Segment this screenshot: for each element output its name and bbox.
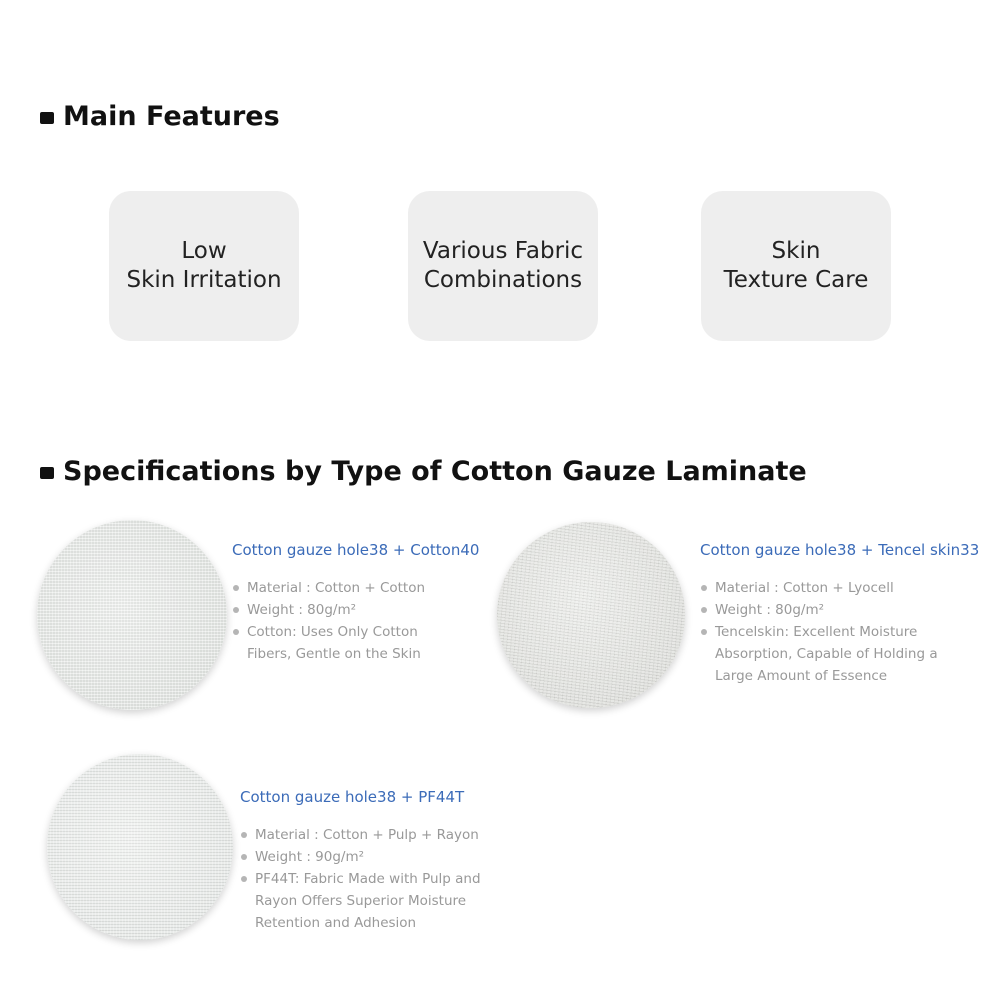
square-bullet-icon [40,112,54,124]
feature-card-skin-texture-care [701,191,891,341]
fabric-weave-texture [47,754,233,940]
spec-text: Weight : 80g/m² [715,602,825,618]
spec-item-material [240,824,481,846]
spec-text: Material : Cotton + Lyocell [715,580,894,596]
spec-name: Cotton gauze hole38 + Cotton40 [232,541,480,559]
spec-text: Cotton: Uses Only Cotton [247,624,418,640]
spec-item-note [232,621,479,665]
spec-text: Absorption, Capable of Holding a [715,646,938,662]
specifications-title: Specifications by Type of Cotton Gauze Laminate [63,456,807,487]
square-bullet-icon [40,467,54,479]
spec-text: Rayon Offers Superior Moisture [255,893,467,909]
spec-text: Weight : 80g/m² [247,602,357,618]
spec-text: Material : Cotton + Cotton [247,580,426,596]
spec-name: Cotton gauze hole38 + PF44T [240,788,465,806]
fabric-swatch-tencel-skin33 [497,522,685,708]
spec-list [240,824,481,934]
spec-text: Tencelskin: Excellent Moisture [715,624,918,640]
feature-card-line: Combinations [423,267,583,293]
spec-item-weight [232,599,479,621]
spec-list [232,577,479,665]
spec-text: Large Amount of Essence [715,668,888,684]
feature-card-various-fabric-combinations [408,191,598,341]
spec-name: Cotton gauze hole38 + Tencel skin33 [700,541,980,559]
specifications-heading [40,456,807,487]
spec-item-note [240,868,481,934]
fabric-weave-texture [37,520,227,710]
spec-block-tencel-skin33 [700,540,979,687]
feature-card-line: Skin [771,238,821,264]
feature-card-low-skin-irritation [109,191,299,341]
main-features-title: Main Features [63,101,280,132]
fabric-swatch-pf44t [47,754,233,940]
spec-item-weight [700,599,979,621]
spec-text: Material : Cotton + Pulp + Rayon [255,827,479,843]
spec-block-pf44t [240,787,481,934]
spec-item-material [700,577,979,599]
spec-text: Retention and Adhesion [255,915,417,931]
spec-text: Weight : 90g/m² [255,849,365,865]
spec-text: Fibers, Gentle on the Skin [247,646,421,662]
spec-item-weight [240,846,481,868]
spec-item-note [700,621,979,687]
spec-text: PF44T: Fabric Made with Pulp and [255,871,481,887]
feature-card-line: Texture Care [723,267,869,293]
fabric-weave-texture [497,522,685,708]
fabric-swatch-cotton40 [37,520,227,710]
feature-card-line: Low [181,238,227,264]
spec-block-cotton40 [232,540,479,665]
feature-card-line: Various Fabric [422,238,584,264]
spec-item-material [232,577,479,599]
main-features-heading [40,101,280,132]
feature-card-line: Skin Irritation [126,267,282,293]
spec-list [700,577,979,687]
